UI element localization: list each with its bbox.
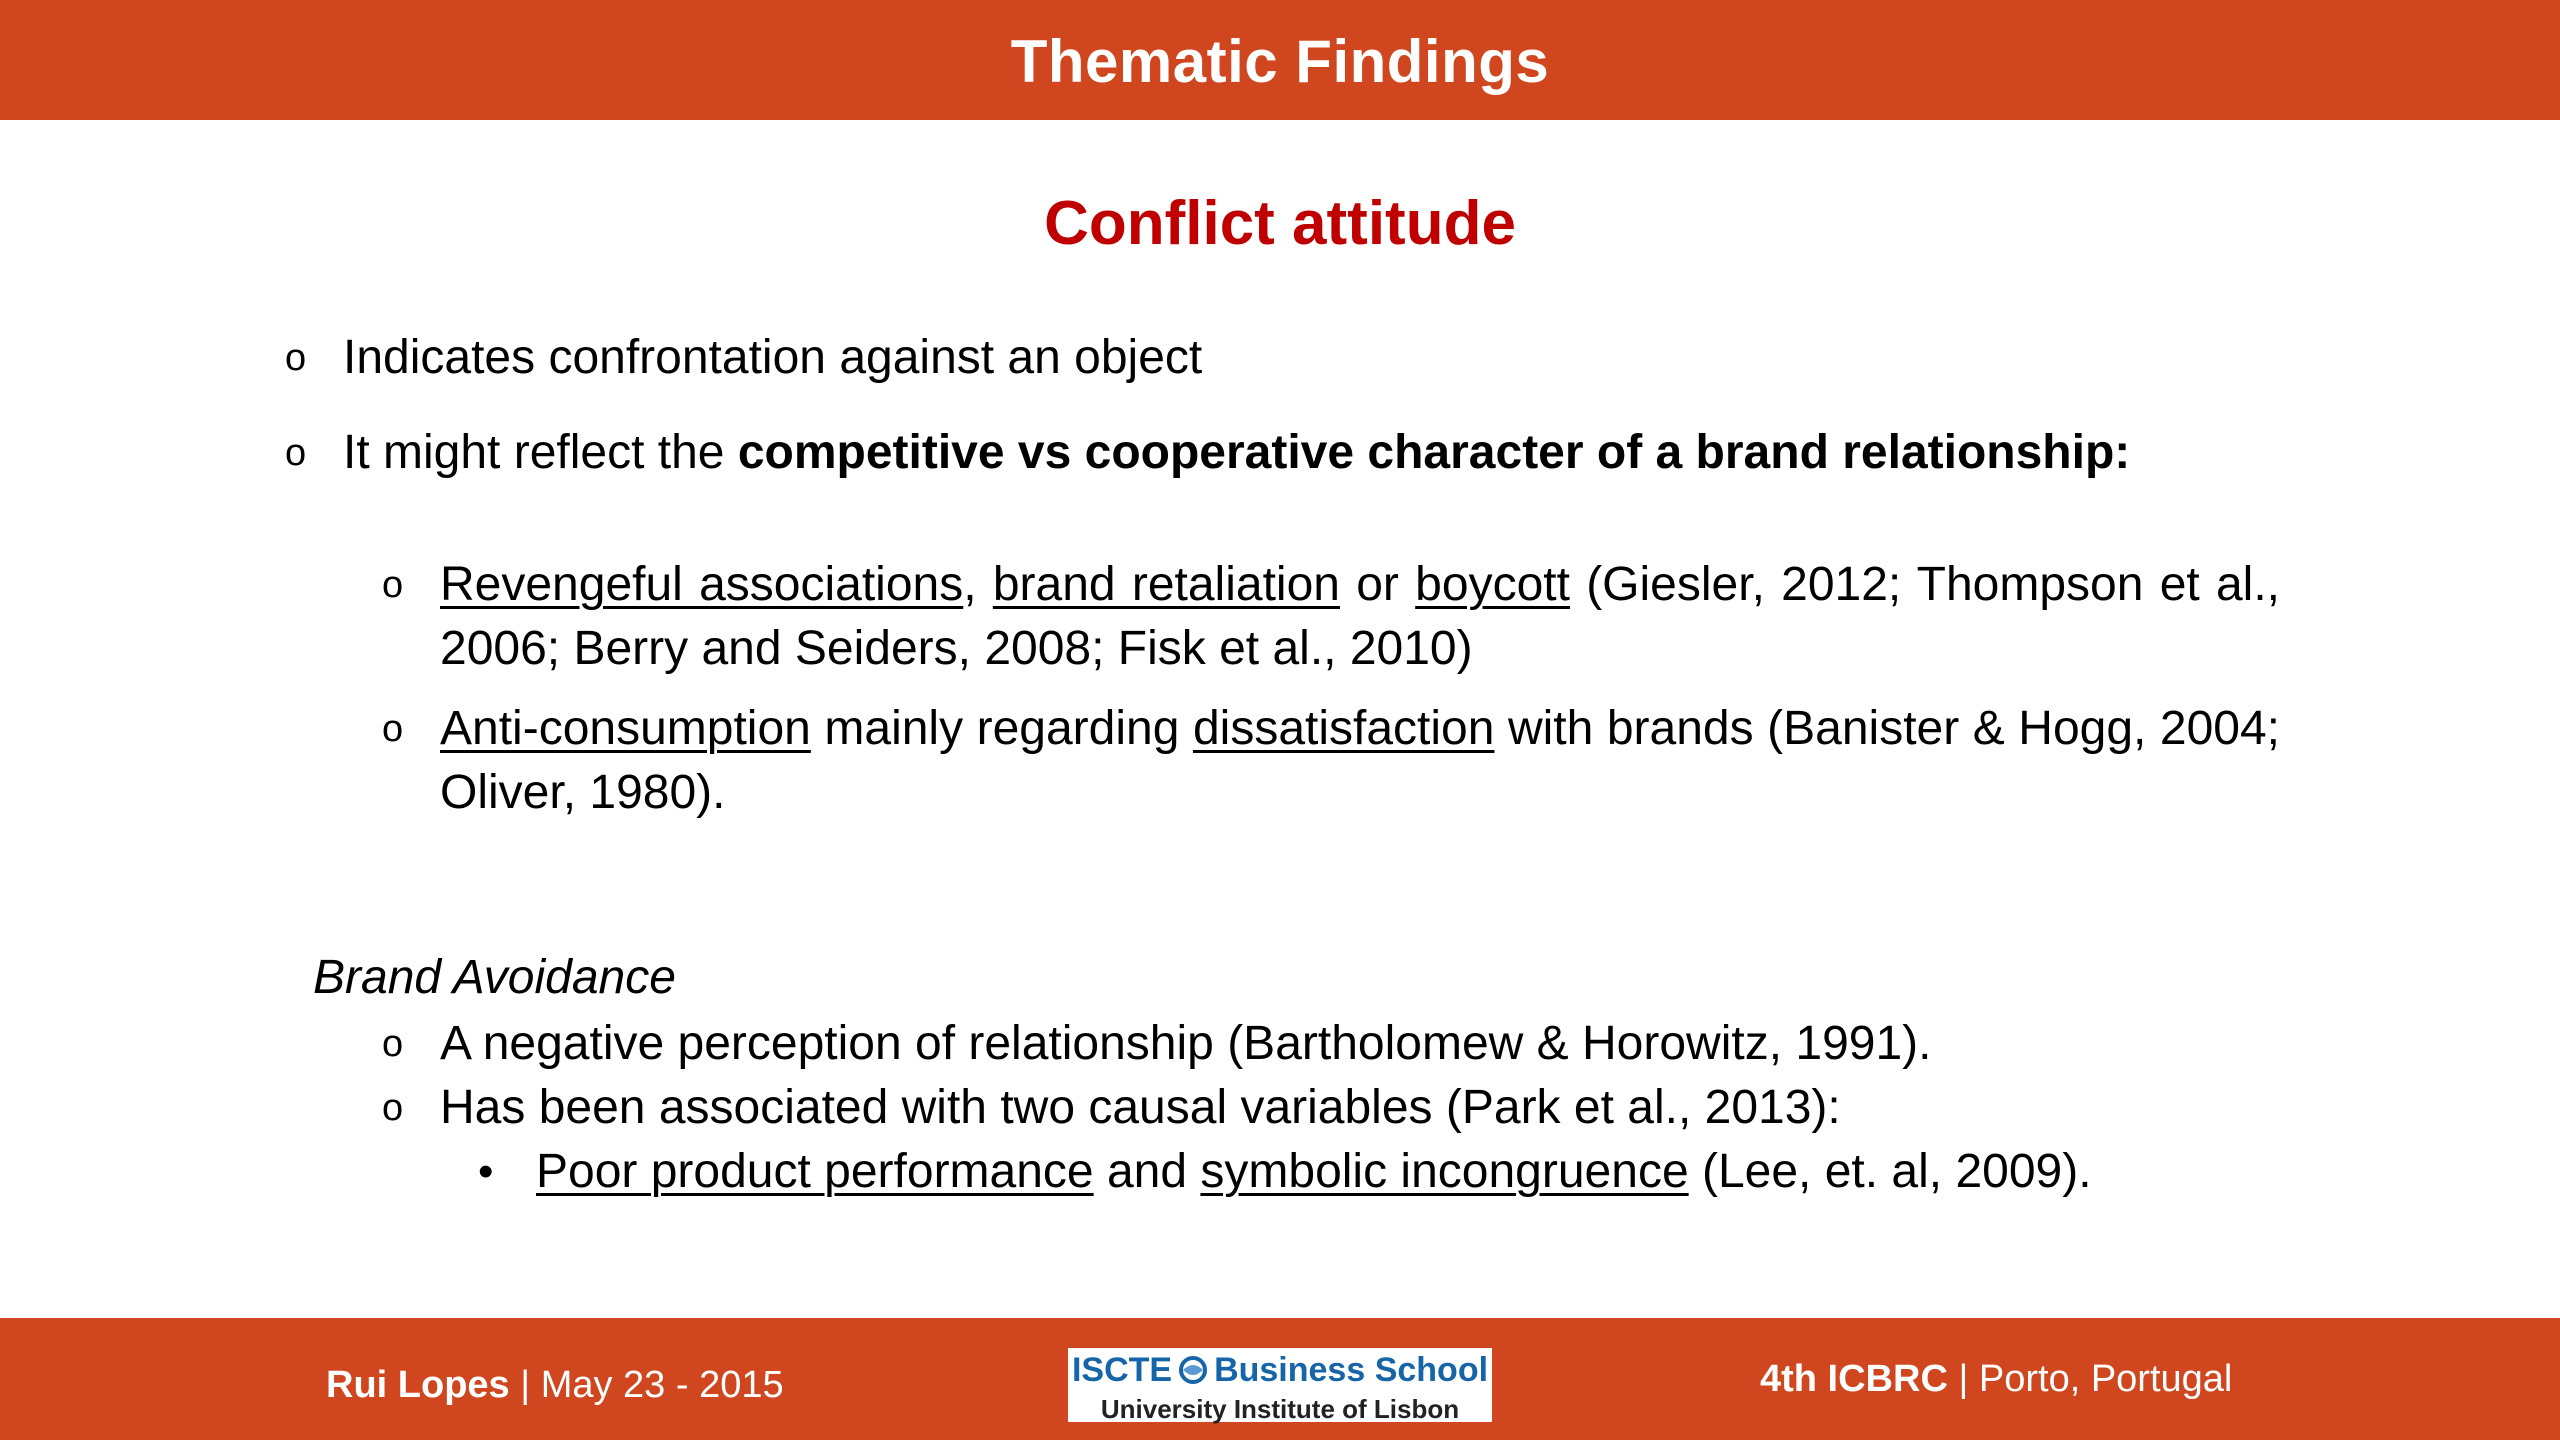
conference-location: Porto, Portugal (1978, 1358, 2233, 1400)
presentation-date: May 23 - 2015 (540, 1364, 784, 1406)
logo-subtitle: University Institute of Lisbon (1100, 1394, 1460, 1424)
underlined-term: Poor product performance (536, 1145, 1094, 1198)
circle-bullet-icon: o (382, 708, 404, 750)
separator: | (509, 1364, 541, 1406)
bullet-text: Has been associated with two causal variables (Park et al., 2013): (440, 1081, 1841, 1134)
bullet-text-bold: competitive vs cooperative character of a brand relationship: (737, 426, 2131, 479)
iscte-logo (1068, 1348, 1492, 1422)
brand-avoidance-heading: Brand Avoidance (313, 951, 676, 1004)
text-span: (Giesler, 2012; Thompson et al., 2006; Berry and Seiders, 2008; Fisk et al., 2010) (440, 558, 2281, 675)
logo-iscte-text: ISCTE (1071, 1351, 1173, 1389)
bullet-text: Indicates confrontation against an object (343, 331, 1203, 384)
underlined-term: brand retaliation (992, 558, 1340, 611)
logo-business-school-text: Business School (1214, 1351, 1489, 1389)
underlined-term: dissatisfaction (1192, 702, 1495, 755)
footer-author-date (326, 1364, 784, 1407)
underlined-term: boycott (1415, 558, 1570, 611)
bullet-text (343, 421, 2130, 485)
text-span: or (1339, 558, 1416, 611)
circle-bullet-icon: o (382, 1087, 404, 1129)
logo-wordmark (1068, 1350, 1492, 1394)
footer-bar (0, 1318, 2560, 1440)
dot-bullet-icon: • (478, 1147, 494, 1196)
slide-title: Thematic Findings (1010, 27, 1550, 95)
conference-name: 4th ICBRC (1760, 1358, 1948, 1400)
text-span: and (1093, 1145, 1201, 1198)
footer-conference (1760, 1358, 2232, 1401)
circle-bullet-icon: o (285, 432, 307, 474)
slide-subtitle: Conflict attitude (1044, 189, 1516, 258)
circle-bullet-icon: o (382, 564, 404, 606)
globe-icon (1178, 1354, 1208, 1394)
underlined-term: Revengeful associations (440, 558, 964, 611)
underlined-term: symbolic incongruence (1200, 1145, 1689, 1198)
sub-bullet-text (440, 697, 2280, 825)
header-bar (0, 0, 2560, 120)
text-span: with brands (Banister & Hogg, 2004; Oliver, 1980). (440, 702, 2281, 819)
text-span: mainly regarding (810, 702, 1193, 755)
bullet-text: A negative perception of relationship (Bartholomew & Horowitz, 1991). (440, 1017, 1932, 1070)
circle-bullet-icon: o (382, 1023, 404, 1065)
sub-bullet-text (536, 1140, 2092, 1204)
underlined-term: Anti-consumption (440, 702, 811, 755)
sub-bullet-text (440, 553, 2280, 681)
text-span: (Lee, et. al, 2009). (1688, 1145, 2092, 1198)
separator: | (1947, 1358, 1979, 1400)
bullet-text-plain: It might reflect the (343, 426, 738, 479)
author-name: Rui Lopes (326, 1364, 510, 1406)
text-span: , (963, 558, 993, 611)
circle-bullet-icon: o (285, 337, 307, 379)
